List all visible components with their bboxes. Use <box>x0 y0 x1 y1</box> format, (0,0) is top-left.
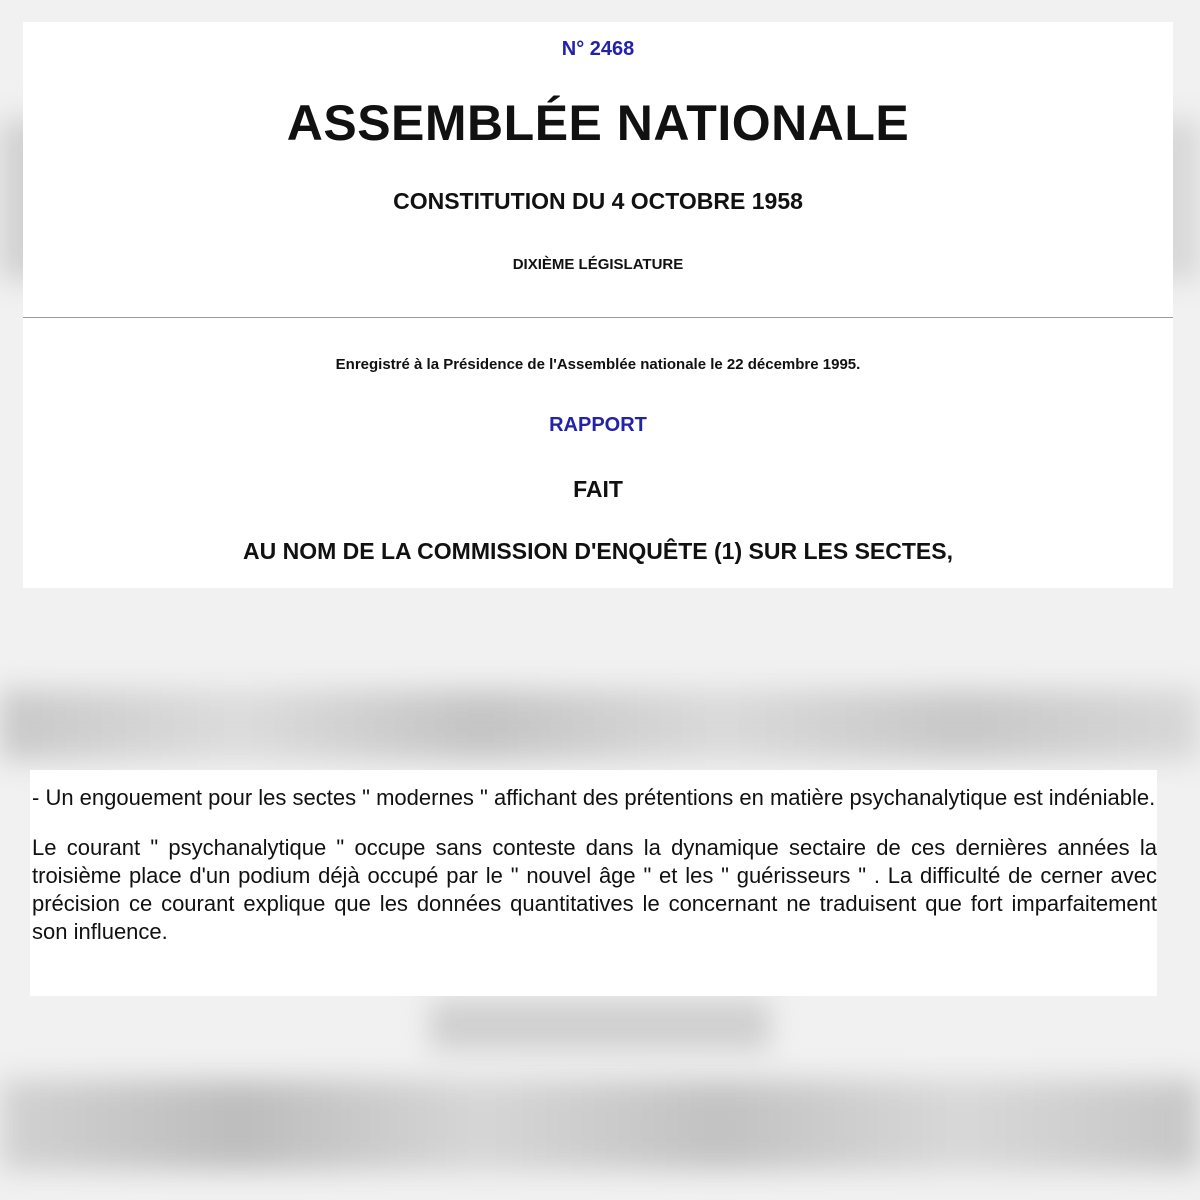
registration-note: Enregistré à la Présidence de l'Assemblée nationale le 22 décembre 1995. <box>335 356 861 373</box>
made-label: FAIT <box>573 476 623 502</box>
blurred-background-lower <box>430 1000 770 1050</box>
commission-heading: AU NOM DE LA COMMISSION D'ENQUÊTE (1) SUR LES SECTES, <box>242 538 953 564</box>
document-header <box>23 22 1173 318</box>
excerpt-paragraph-2: Le courant " psychanalytique " occupe sans conteste dans la dynamique sectaire de ces dernières années la troisième place d'un podium déjà occupé par le " nouvel âge " et les " guérisseurs " . La difficulté de cerner avec précision ce courant explique que les données quantitatives le concernant ne traduisent que fort imparfaitement son influence. <box>32 835 1157 944</box>
blurred-background-middle <box>0 690 1200 760</box>
excerpt-block <box>30 770 1157 996</box>
blurred-background-bottom <box>0 1080 1200 1170</box>
excerpt-paragraph-1: - Un engouement pour les sectes " modernes " affichant des prétentions en matière psychanalytique est indéniable. <box>32 785 1156 810</box>
report-title-block <box>23 318 1173 588</box>
legislature-label: DIXIÈME LÉGISLATURE <box>512 256 684 273</box>
document-number: N° 2468 <box>561 38 635 60</box>
report-label: RAPPORT <box>549 414 647 436</box>
assembly-title: ASSEMBLÉE NATIONALE <box>286 95 910 151</box>
constitution-subtitle: CONSTITUTION DU 4 OCTOBRE 1958 <box>393 188 803 214</box>
